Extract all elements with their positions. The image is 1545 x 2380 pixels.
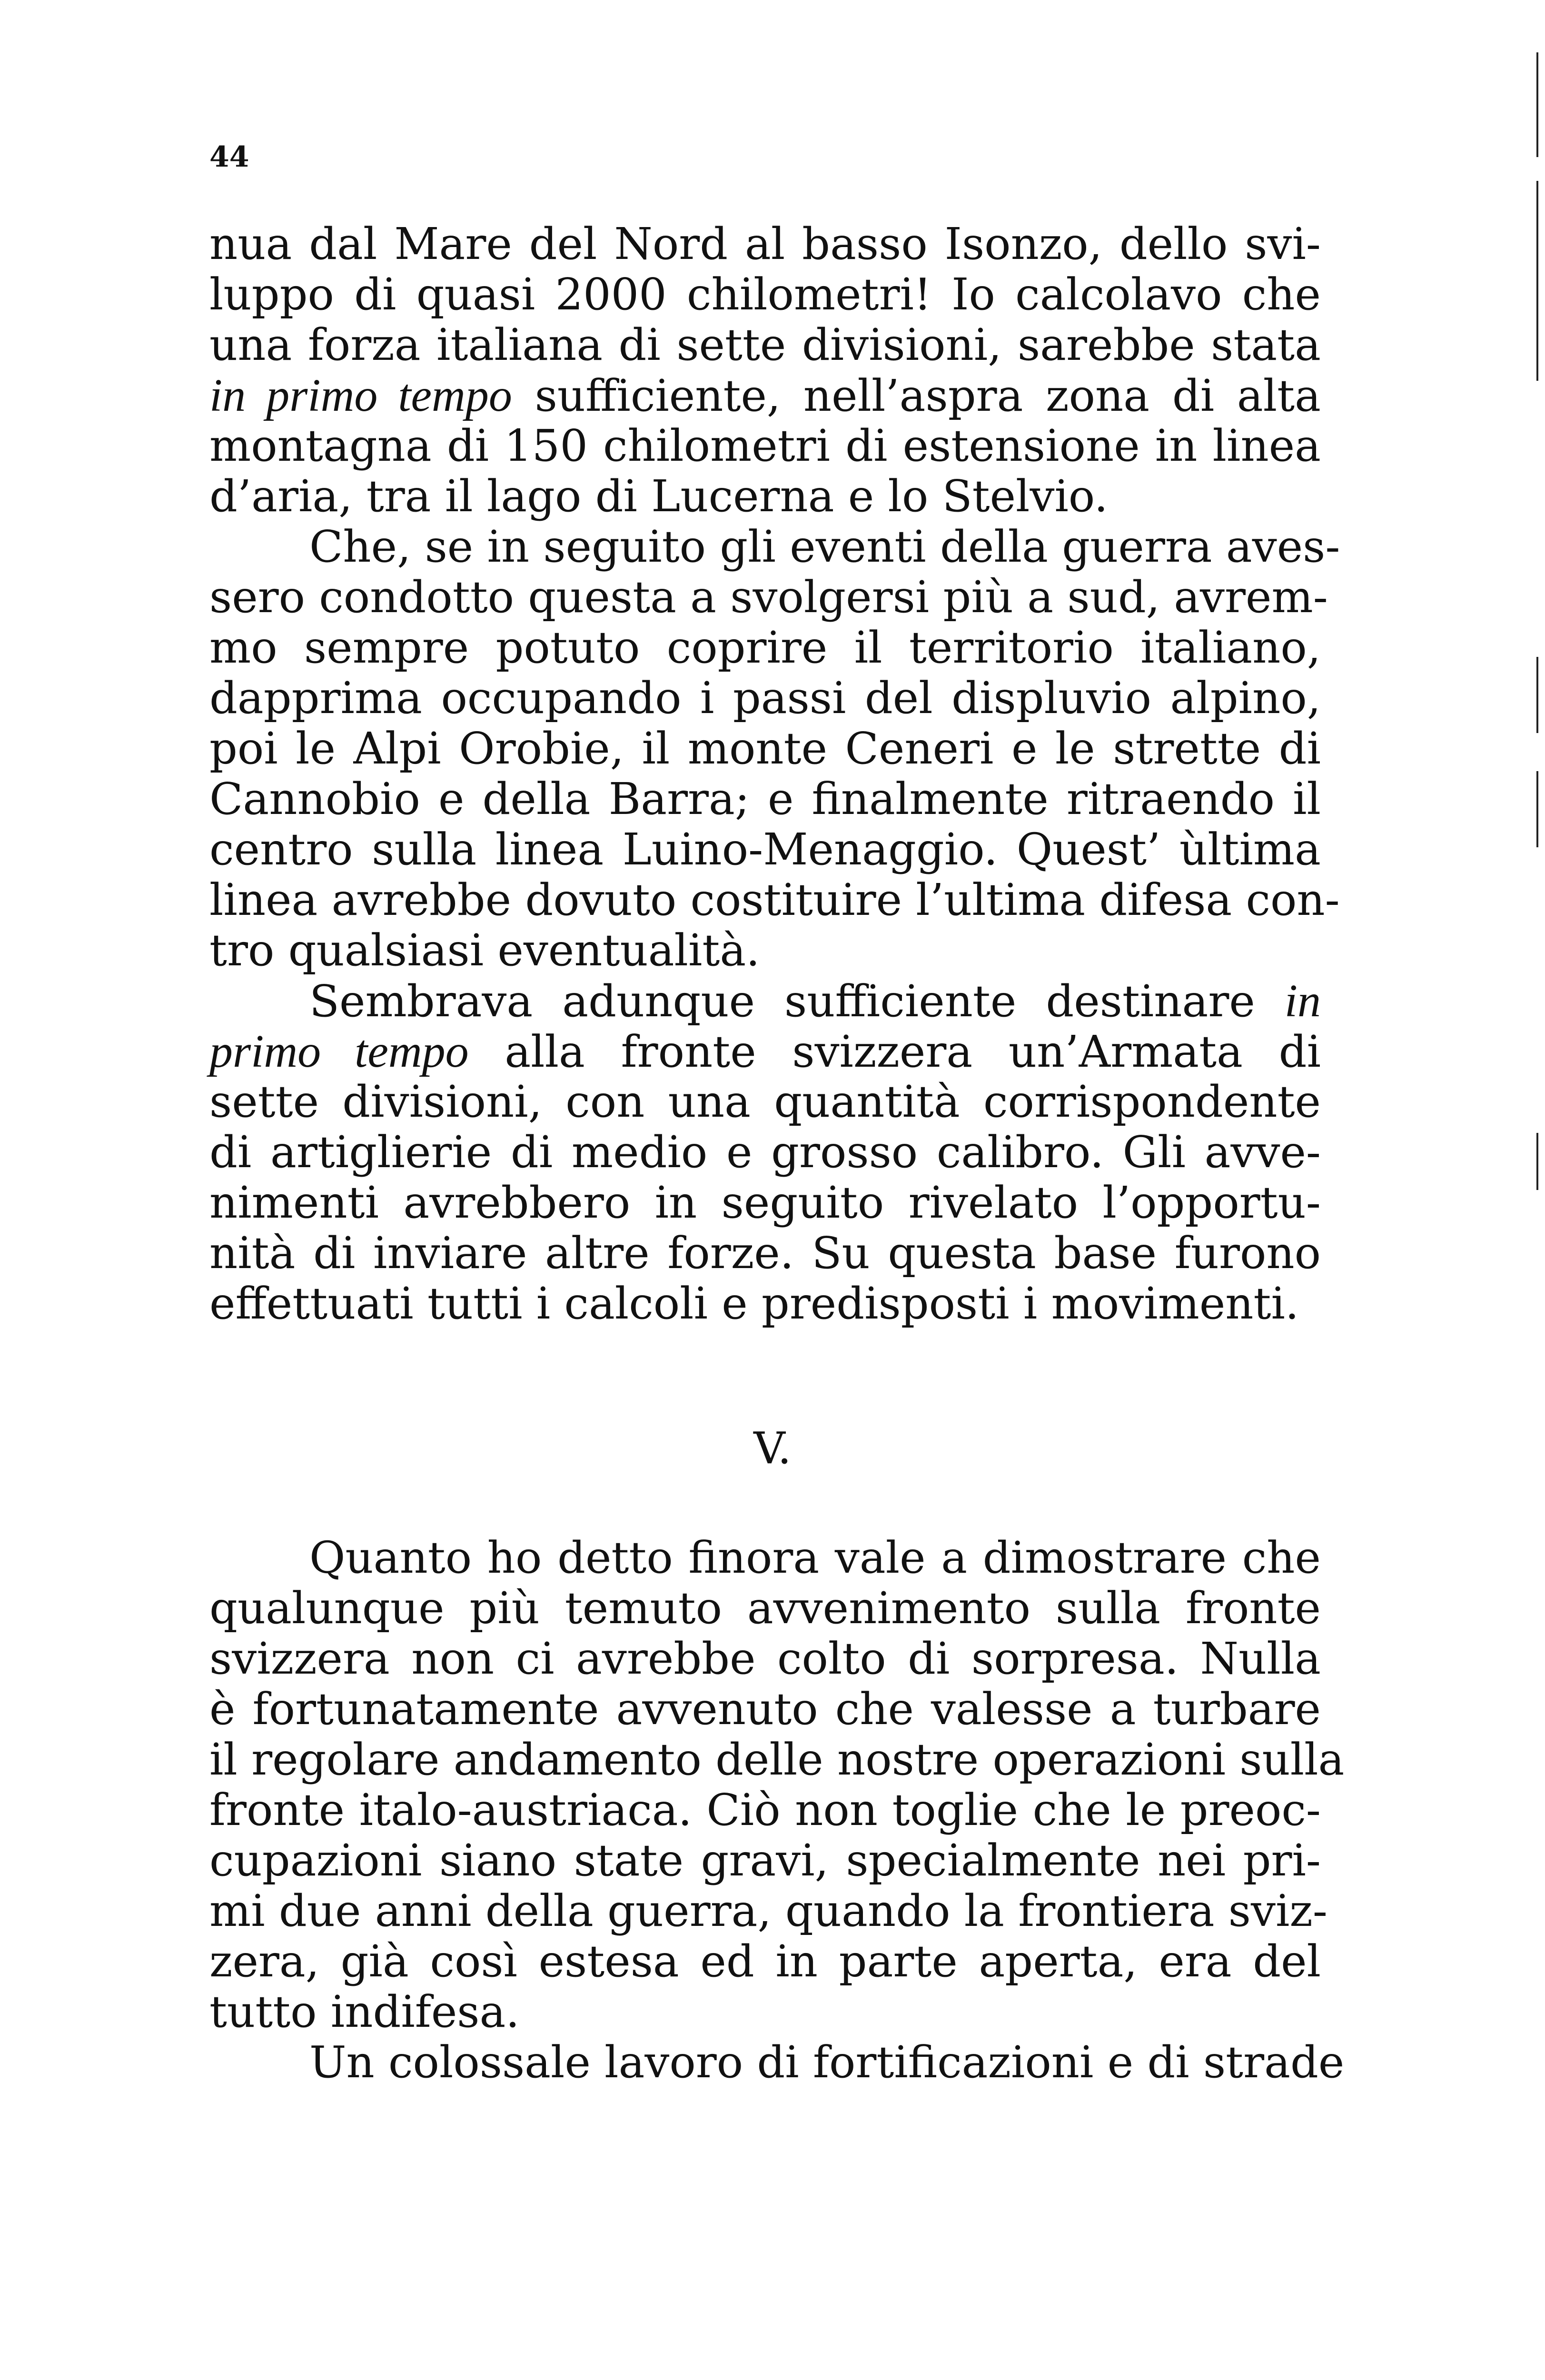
text-line (209, 824, 1321, 875)
text-line (209, 2037, 1345, 2088)
text-run: mo sempre potuto coprire il territorio italiano, (209, 622, 1321, 673)
text-run: tutto indifesa. (209, 1986, 520, 2037)
scan-edge-mark (1536, 181, 1538, 381)
text-run: il regolare andamento delle nostre operazioni sulla (209, 1734, 1345, 1785)
text-run: linea avrebbe dovuto costituire l’ultima difesa con- (209, 874, 1340, 925)
text-line (209, 1987, 1321, 2037)
page-number: 44 (209, 140, 249, 174)
text-line (209, 1684, 1321, 1735)
text-line (209, 370, 1321, 421)
text-run: nimenti avrebbero in seguito rivelato l’opportu- (209, 1177, 1321, 1228)
scan-edge-mark (1536, 771, 1538, 847)
text-line (209, 673, 1321, 724)
italic-text: in (1284, 975, 1321, 1027)
text-line (209, 774, 1321, 824)
text-line (209, 724, 1321, 774)
text-run: sero condotto questa a svolgersi più a sud, avrem- (209, 572, 1328, 623)
text-run: sette divisioni, con una quantità corrispondente (209, 1076, 1321, 1127)
text-line (209, 320, 1321, 370)
text-run: una forza italiana di sette divisioni, sarebbe stata (209, 319, 1321, 370)
text-run: di artiglierie di medio e grosso calibro. Gli avve- (209, 1127, 1321, 1178)
text-run: effettuati tutti i calcoli e predisposti i movimenti. (209, 1278, 1299, 1329)
text-line (209, 521, 1340, 572)
text-line (209, 471, 1321, 522)
text-run: nità di inviare altre forze. Su questa base furono (209, 1228, 1321, 1279)
italic-text: in primo tempo (209, 370, 512, 421)
text-line (209, 976, 1321, 1026)
text-block-bottom (209, 1532, 1345, 2088)
text-run: Cannobio e della Barra; e finalmente ritraendo il (209, 774, 1321, 824)
text-run: fronte italo-austriaca. Ciò non toglie che le preoc- (209, 1785, 1321, 1835)
text-line (209, 1785, 1321, 1835)
text-run: tro qualsiasi eventualità. (209, 925, 760, 976)
section-heading: V. (753, 1423, 792, 1474)
text-line (209, 1279, 1321, 1329)
text-run: montagna di 150 chilometri di estensione in linea (209, 420, 1321, 471)
scan-edge-mark (1536, 657, 1538, 733)
scan-edge-mark (1536, 52, 1538, 157)
text-line (209, 1734, 1345, 1785)
text-line (209, 874, 1340, 925)
text-run: alla fronte svizzera un’Armata di (468, 1026, 1321, 1077)
text-run: Che, se in seguito gli eventi della guerra aves- (309, 521, 1340, 572)
text-line (209, 421, 1321, 471)
text-line (209, 1533, 1321, 1583)
text-line (209, 1634, 1321, 1684)
text-line (209, 219, 1321, 269)
text-run: zera, già così estesa ed in parte aperta, era del (209, 1936, 1321, 1987)
text-line (209, 1077, 1321, 1127)
text-run: Quanto ho detto finora vale a dimostrare che (309, 1532, 1321, 1583)
text-line (209, 1583, 1321, 1634)
text-line (209, 1885, 1327, 1936)
italic-text: primo tempo (209, 1026, 469, 1077)
text-run: d’aria, tra il lago di Lucerna e lo Stelvio. (209, 471, 1108, 522)
text-run: cupazioni siano state gravi, specialmente nei pri- (209, 1835, 1321, 1886)
text-run: luppo di quasi 2000 chilometri! Io calcolavo che (209, 269, 1321, 320)
text-run: mi due anni della guerra, quando la frontiera sviz- (209, 1885, 1327, 1936)
text-run: dapprima occupando i passi del displuvio alpino, (209, 673, 1321, 724)
text-run: Un colossale lavoro di fortificazioni e di strade (309, 2037, 1345, 2088)
text-line (209, 572, 1328, 623)
text-line (209, 925, 1321, 976)
text-run: centro sulla linea Luino-Menaggio. Quest’ ùltima (209, 824, 1321, 875)
scan-edge-mark (1536, 1133, 1538, 1190)
text-run: Sembrava adunque sufficiente destinare (309, 976, 1285, 1027)
text-run: nua dal Mare del Nord al basso Isonzo, dello svi- (209, 218, 1321, 269)
text-run: è fortunatamente avvenuto che valesse a turbare (209, 1684, 1321, 1735)
text-run: sufficiente, nell’aspra zona di alta (512, 370, 1321, 421)
text-line (209, 1127, 1321, 1178)
text-line (209, 1835, 1321, 1886)
scan-edge-marks (1531, 0, 1545, 2380)
text-run: qualunque più temuto avvenimento sulla fronte (209, 1583, 1321, 1634)
text-line (209, 1178, 1321, 1228)
text-block-top (209, 218, 1340, 1329)
text-line (209, 1936, 1321, 1987)
text-line (209, 269, 1321, 320)
text-line (209, 1026, 1321, 1077)
text-line (209, 623, 1321, 673)
text-run: svizzera non ci avrebbe colto di sorpresa. Nulla (209, 1633, 1321, 1684)
text-run: poi le Alpi Orobie, il monte Ceneri e le strette di (209, 723, 1321, 774)
text-line (209, 1228, 1321, 1279)
